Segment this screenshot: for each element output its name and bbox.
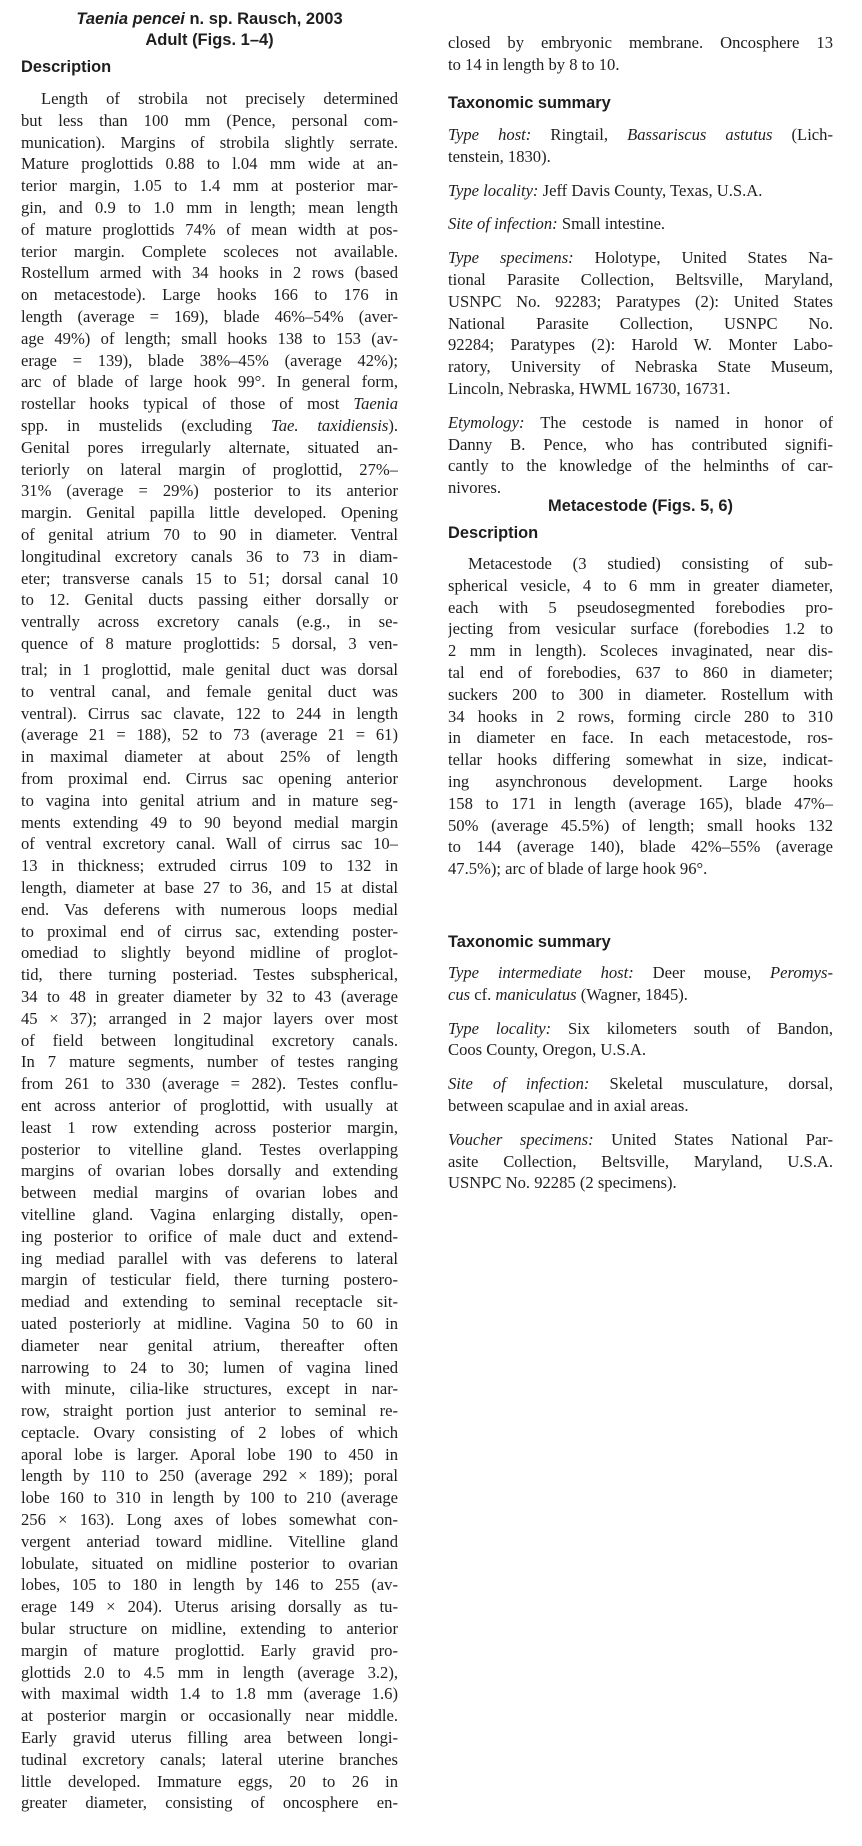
text-line: teriorly on lateral margin of proglottid, 27%– <box>21 459 398 479</box>
text-line: Site of infection: Small intestine. <box>448 214 666 234</box>
adult-description-part2 <box>21 659 398 1814</box>
adult-taxonomic-summary <box>448 124 833 499</box>
text-line: from proximal end. Cirrus sac opening anterior <box>21 768 398 788</box>
metacestode-heading: Metacestode (Figs. 5, 6) <box>548 497 733 515</box>
text-line: Type locality: Six kilometers south of Bandon, <box>448 1018 833 1038</box>
text-line: spp. in mustelids (excluding Tae. taxidiensis). <box>21 415 398 435</box>
text-line: ventral). Cirrus sac clavate, 122 to 244 in length <box>21 703 398 723</box>
text-line: margin of mature proglottid. Early gravid pro- <box>21 1640 398 1660</box>
text-line: arc of blade of large hook 99°. In general form, <box>21 372 398 392</box>
text-line: margins of ovarian lobes dorsally and extending <box>21 1161 398 1181</box>
text-line: cantly to the knowledge of the helminths of car- <box>448 456 833 476</box>
text-line: jecting from vesicular surface (forebodies 1.2 to <box>448 619 833 639</box>
text-line: tid, there turning posteriad. Testes subspherical, <box>21 965 398 985</box>
text-line: longitudinal excretory canals 36 to 73 in diam- <box>21 546 398 566</box>
text-line: uated posteriorly at midline. Vagina 50 to 60 in <box>21 1313 398 1333</box>
text-line: Coos County, Oregon, U.S.A. <box>448 1040 647 1060</box>
text-line: 92284; Paratypes (2): Harold W. Monter Labo- <box>448 335 833 355</box>
adult-description-heading: Description <box>21 58 112 76</box>
text-line: margin of testicular field, there turning postero- <box>21 1270 398 1290</box>
taxonomic-entry <box>448 1129 833 1194</box>
text-line: ent across anterior of proglottid, with usually at <box>21 1095 398 1115</box>
text-line: ventrally across excretory canals (e.g., in se- <box>21 612 398 632</box>
text-line: gin, and 0.9 to 1.0 mm in length; mean length <box>21 197 398 217</box>
text-line: lobe 160 to 310 in length by 100 to 210 (average <box>21 1488 398 1508</box>
text-line: to ventral canal, and female genital duct was <box>21 681 398 701</box>
text-line: USNPC No. 92285 (2 specimens). <box>448 1173 677 1193</box>
text-line: margin. Genital papilla little developed. Opening <box>21 503 398 523</box>
text-line: in maximal diameter at about 25% of length <box>21 747 398 767</box>
text-line: eter; transverse canals 15 to 51; dorsal canal 10 <box>21 568 398 588</box>
text-line: closed by embryonic membrane. Oncosphere 13 <box>448 33 833 52</box>
text-line: Metacestode (3 studied) consisting of sub- <box>468 554 833 573</box>
text-line: terior margin. Complete scoleces not available. <box>21 241 398 261</box>
taxonomic-entry <box>448 213 833 235</box>
text-line: Type locality: Jeff Davis County, Texas, U.S.A. <box>448 180 763 200</box>
text-line: Lincoln, Nebraska, HWML 16730, 16731. <box>448 378 731 398</box>
text-line: to 144 (average 140), blade 42%–55% (average <box>448 837 833 857</box>
text-line: length, diameter at base 27 to 36, and 15 at distal <box>21 877 398 897</box>
taxonomic-label: Type specimens: <box>448 248 574 268</box>
text-line: Type intermediate host: Deer mouse, Peromys- <box>448 963 833 982</box>
text-line: Type specimens: Holotype, United States Na- <box>448 248 833 268</box>
text-line: on metacestode). Large hooks 166 to 176 in <box>21 285 398 305</box>
text-line: asite Collection, Beltsville, Maryland, U.S.A. <box>448 1151 833 1171</box>
text-line: ments extending 49 to 90 beyond medial margin <box>21 812 398 832</box>
text-line: Genital pores irregularly alternate, situated an- <box>21 437 398 457</box>
text-line: length by 110 to 250 (average 292 × 189); poral <box>21 1466 398 1486</box>
text-line: In 7 mature segments, number of testes ranging <box>21 1052 398 1072</box>
text-line: end. Vas deferens with numerous loops medial <box>21 899 398 919</box>
text-line: 31% (average = 29%) posterior to its anterior <box>21 481 398 501</box>
metacestode-description-heading: Description <box>448 524 539 542</box>
text-line: age 49%) of length; small hooks 138 to 153 (av- <box>21 328 398 348</box>
stage-subtitle: Adult (Figs. 1–4) <box>145 31 274 49</box>
text-line: Voucher specimens: United States National Par- <box>448 1129 833 1149</box>
text-line: Type host: Ringtail, Bassariscus astutus (Lich- <box>448 125 833 144</box>
taxonomic-label: Type host: <box>448 125 532 144</box>
taxonomic-label: Voucher specimens: <box>448 1129 594 1149</box>
text-line: little developed. Immature eggs, 20 to 26 in <box>21 1771 398 1791</box>
taxonomic-entry <box>448 180 833 202</box>
text-line: National Parasite Collection, USNPC No. <box>448 313 833 333</box>
metacestode-description <box>448 553 833 880</box>
taxonomic-label: Type intermediate host: <box>448 963 634 982</box>
text-line: ing posterior to orifice of male duct and extend- <box>21 1226 398 1246</box>
taxonomic-entry <box>448 962 833 1006</box>
text-line: nivores. <box>448 478 501 498</box>
text-line: between scapulae and in axial areas. <box>448 1095 689 1115</box>
text-line: lobulate, situated on midline posterior to ovarian <box>21 1553 398 1573</box>
text-line: munication). Margins of strobila slightly serrate. <box>21 132 398 152</box>
text-line: each with 5 pseudosegmented forebodies pro- <box>448 597 833 617</box>
text-line: bular structure on midline, extending to anterior <box>21 1619 398 1639</box>
species-authority: n. sp. Rausch, 2003 <box>184 10 343 28</box>
taxonomic-entry <box>448 1018 833 1062</box>
text-line: vergent anteriad toward midline. Vitelline gland <box>21 1531 398 1551</box>
text-line: Length of strobila not precisely determined <box>41 89 398 108</box>
text-line: quence of 8 mature proglottids: 5 dorsal, 3 ven- <box>21 633 398 653</box>
text-line: row, straight portion just anterior to seminal re- <box>21 1401 398 1421</box>
taxonomic-label: Etymology: <box>448 412 525 432</box>
text-line: tudinal excretory canals; lateral uterine branches <box>21 1749 398 1769</box>
text-line: tellar hooks differing somewhat in size, indicat- <box>448 750 833 770</box>
text-line: suckers 200 to 300 in diameter. Rostellum with <box>448 684 833 704</box>
text-line: rostellar hooks typical of those of most Taenia <box>21 394 398 414</box>
text-line: ing asynchronous development. Large hooks <box>448 771 833 791</box>
taxonomic-entry <box>448 1073 833 1117</box>
text-line: of genital atrium 70 to 90 in diameter. Ventral <box>21 524 398 544</box>
metacestode-taxonomic-summary <box>448 962 833 1194</box>
text-line: between medial margins of ovarian lobes and <box>21 1183 398 1203</box>
text-line: length (average = 169), blade 46%–54% (aver- <box>21 306 398 326</box>
text-line: ceptacle. Ovary consisting of 2 lobes of which <box>21 1422 398 1442</box>
text-line: 45 × 37); arranged in 2 major layers over most <box>21 1008 398 1028</box>
text-line: least 1 row extending across posterior margin, <box>21 1117 398 1137</box>
text-line: 13 in thickness; extruded cirrus 109 to 132 in <box>21 856 398 876</box>
text-line: lobes, 105 to 180 in length by 146 to 255 (av- <box>21 1575 398 1595</box>
text-line: of field between longitudinal excretory canals. <box>21 1030 398 1050</box>
text-line: but less than 100 mm (Pence, personal com- <box>21 110 398 130</box>
text-line: Early gravid uterus filling area between longi- <box>21 1728 398 1748</box>
adult-description-continued <box>448 32 833 76</box>
text-line: Mature proglottids 0.88 to l.04 mm wide at an- <box>21 154 398 174</box>
text-line: aporal lobe is larger. Aporal lobe 190 to 450 in <box>21 1444 398 1464</box>
text-line: mediad and extending to seminal receptacle sit- <box>21 1292 398 1312</box>
text-line: cus cf. maniculatus (Wagner, 1845). <box>448 984 688 1004</box>
text-line: diameter near genital atrium, thereafter often <box>21 1335 398 1355</box>
text-line: greater diameter, consisting of oncosphere en- <box>21 1793 398 1813</box>
text-line: 47.5%); arc of blade of large hook 96°. <box>448 859 708 879</box>
text-line: posterior to vitelline gland. Testes overlapping <box>21 1139 398 1159</box>
text-line: ing mediad parallel with vas deferens to lateral <box>21 1248 398 1268</box>
text-line: with minute, cilia-like structures, except in nar- <box>21 1379 398 1399</box>
text-line: terior margin, 1.05 to 1.4 mm at posterior mar- <box>21 176 398 196</box>
text-line: Etymology: The cestode is named in honor of <box>448 412 833 432</box>
adult-taxonomic-summary-heading: Taxonomic summary <box>448 94 611 112</box>
species-title <box>21 9 398 51</box>
taxonomic-label: Site of infection: <box>448 1074 590 1094</box>
text-line: Danny B. Pence, who has contributed signifi- <box>448 434 833 454</box>
text-line: (average 21 = 188), 52 to 73 (average 21 = 61) <box>21 725 398 745</box>
text-line: from 261 to 330 (average = 282). Testes conflu- <box>21 1074 398 1094</box>
taxonomic-entry <box>448 247 833 400</box>
text-line: tal end of forebodies, 637 to 860 in diameter; <box>448 662 833 682</box>
species-title-line <box>21 9 398 30</box>
text-line: 50% (average 45.5%) of length; small hooks 132 <box>448 815 833 835</box>
text-line: 2 mm in length). Scoleces invaginated, near dis- <box>448 641 833 661</box>
text-line: tional Parasite Collection, Beltsville, Maryland, <box>448 269 833 289</box>
text-line: of ventral excretory canal. Wall of cirrus sac 10– <box>21 834 398 854</box>
taxonomic-label: Type locality: <box>448 180 539 200</box>
text-line: glottids 2.0 to 4.5 mm in length (average 3.2), <box>21 1662 398 1682</box>
text-line: omediad to slightly beyond midline of proglot- <box>21 943 398 963</box>
text-line: 158 to 171 in length (average 165), blade 47%– <box>448 793 833 813</box>
taxonomic-label: Type locality: <box>448 1018 552 1038</box>
text-line: spherical vesicle, 4 to 6 mm in greater diameter, <box>448 575 833 595</box>
text-line: tral; in 1 proglottid, male genital duct was dorsal <box>21 660 398 679</box>
text-line: at posterior margin or occasionally near middle. <box>21 1706 398 1726</box>
text-line: erage = 139), blade 38%–45% (average 42%); <box>21 350 398 370</box>
text-line: to vagina into genital atrium and in mature seg- <box>21 790 398 810</box>
text-line: Rostellum armed with 34 hooks in 2 rows (based <box>21 263 398 283</box>
text-line: to proximal end of cirrus sac, extending poster- <box>21 921 398 941</box>
metacestode-taxonomic-summary-heading: Taxonomic summary <box>448 933 611 951</box>
text-line: tenstein, 1830). <box>448 146 551 166</box>
text-line: of mature proglottids 74% of mean width at pos- <box>21 219 398 239</box>
text-line: erage 149 × 204). Uterus arising dorsally as tu- <box>21 1597 398 1617</box>
text-line: in diameter en face. In each metacestode, ros- <box>448 728 833 748</box>
text-line: ratory, University of Nebraska State Museum, <box>448 357 833 377</box>
text-line: narrowing to 24 to 30; lumen of vagina lined <box>21 1357 398 1377</box>
text-line: to 14 in length by 8 to 10. <box>448 54 620 74</box>
text-line: 256 × 163). Long axes of lobes somewhat con- <box>21 1510 398 1530</box>
text-line: to 12. Genital ducts passing either dorsally or <box>21 590 398 610</box>
species-name: Taenia pencei <box>76 10 185 28</box>
text-line: 34 to 48 in greater diameter by 32 to 43 (average <box>21 986 398 1006</box>
text-line: vitelline gland. Vagina enlarging distally, open- <box>21 1204 398 1224</box>
taxonomic-entry <box>448 124 833 168</box>
taxonomic-label: Site of infection: <box>448 214 558 234</box>
text-line: Site of infection: Skeletal musculature, dorsal, <box>448 1074 833 1094</box>
text-line: with maximal width 1.4 to 1.8 mm (average 1.6) <box>21 1684 398 1704</box>
text-line: USNPC No. 92283; Paratypes (2): United States <box>448 291 833 311</box>
taxonomic-entry <box>448 412 833 499</box>
text-line: 34 hooks in 2 rows, forming circle 280 to 310 <box>448 706 833 726</box>
adult-description-part1 <box>21 88 398 655</box>
